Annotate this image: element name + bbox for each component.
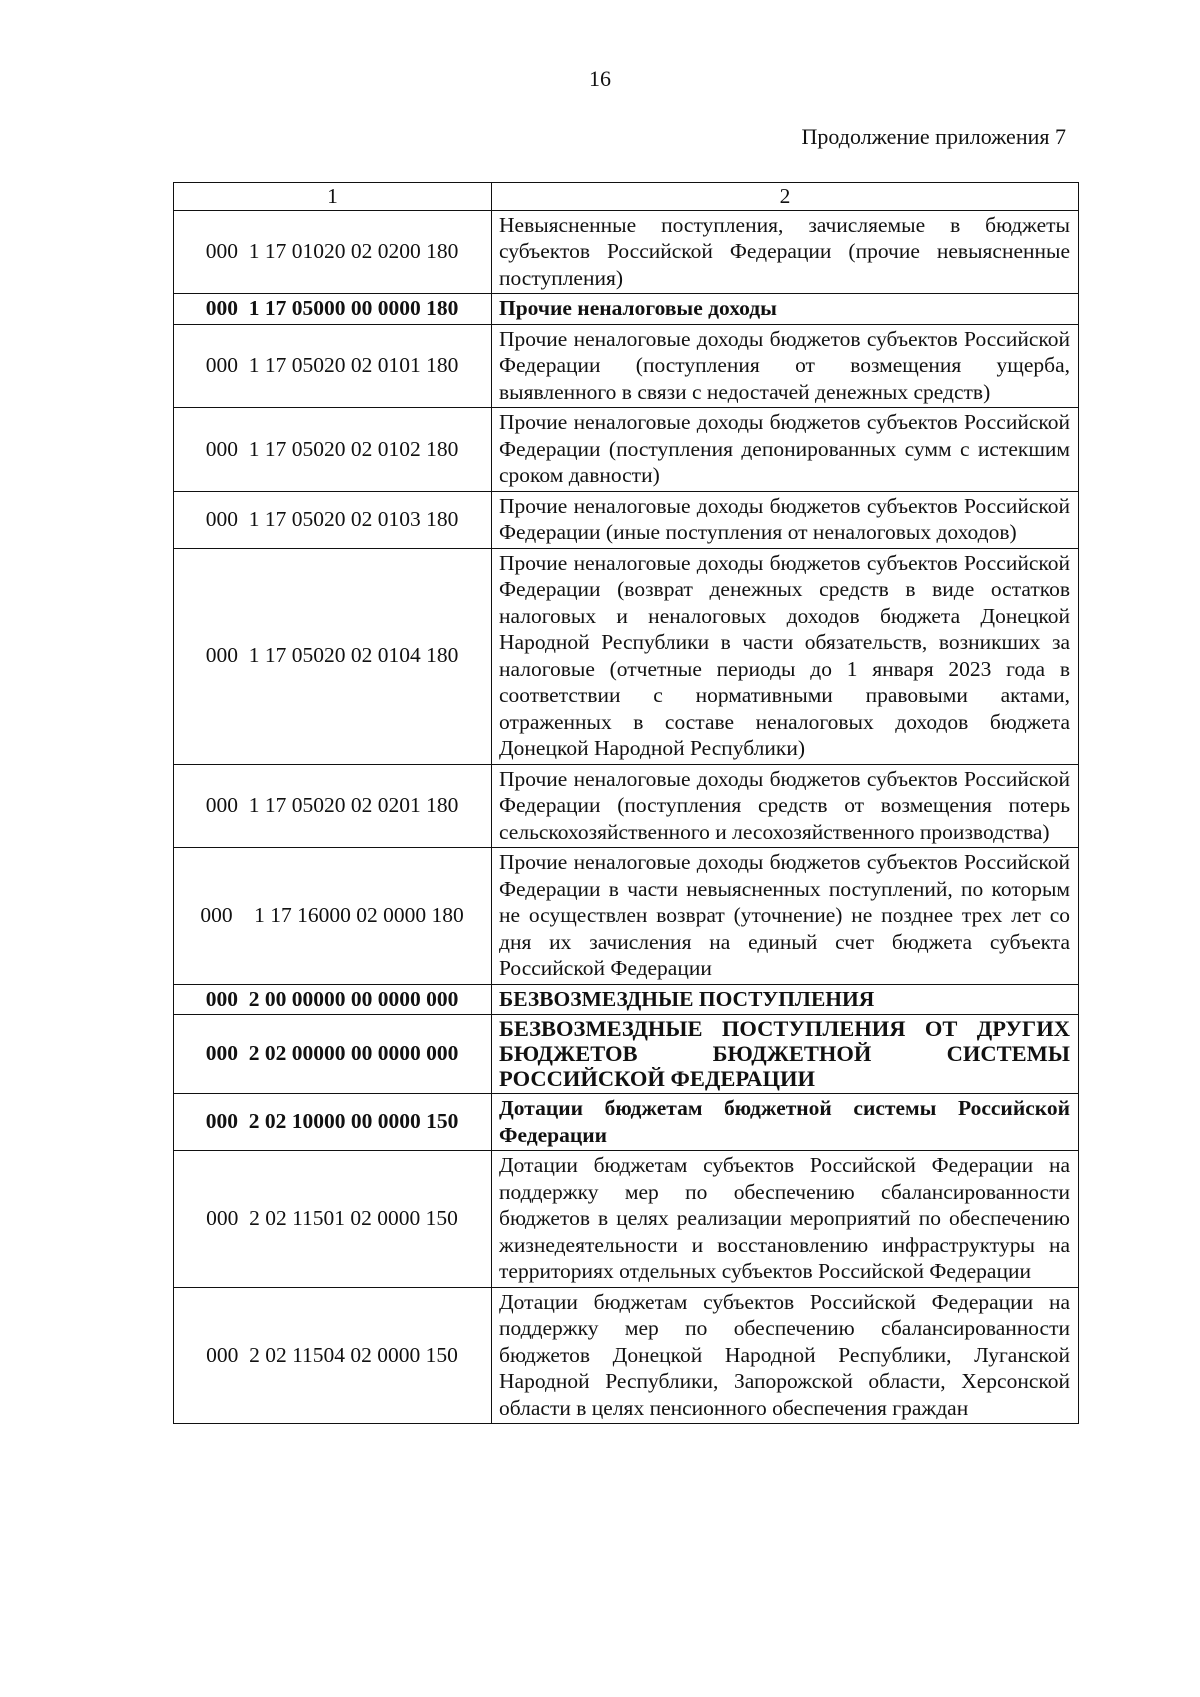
table-row	[174, 548, 1079, 764]
table-row	[174, 764, 1079, 848]
description-cell: Прочие неналоговые доходы	[492, 294, 1079, 325]
table-row	[174, 324, 1079, 408]
description-cell: Прочие неналоговые доходы бюджетов субъектов Российской Федерации в части невыясненных поступлений, по которым не осуществлен возврат (уточнение) не позднее трех лет со дня их зачисления на единый счет бюджета субъекта Российской Федерации	[492, 848, 1079, 985]
budget-code-cell: 000 2 00 00000 00 0000 000	[174, 984, 492, 1015]
budget-code-cell: 000 1 17 05020 02 0201 180	[174, 764, 492, 848]
description-cell: Дотации бюджетам субъектов Российской Федерации на поддержку мер по обеспечению сбалансированности бюджетов в целях реализации мероприятий по обеспечению жизнедеятельности и восстановлению инфраструктуры на территориях отдельных субъектов Российской Федерации	[492, 1151, 1079, 1288]
budget-classification-table	[173, 182, 1079, 1424]
budget-code-cell: 000 1 17 16000 02 0000 180	[174, 848, 492, 985]
table-row	[174, 294, 1079, 325]
budget-code-cell: 000 1 17 05020 02 0104 180	[174, 548, 492, 764]
continuation-label: Продолжение приложения 7	[801, 124, 1066, 149]
description-cell: Прочие неналоговые доходы бюджетов субъектов Российской Федерации (поступления средств от возмещения потерь сельскохозяйственного и лесохозяйственного производства)	[492, 764, 1079, 848]
table-row	[174, 1094, 1079, 1151]
budget-code-cell: 000 1 17 05020 02 0103 180	[174, 491, 492, 548]
table-header-row	[174, 183, 1079, 211]
description-cell: Дотации бюджетам бюджетной системы Российской Федерации	[492, 1094, 1079, 1151]
table-row	[174, 848, 1079, 985]
description-cell: Прочие неналоговые доходы бюджетов субъектов Российской Федерации (поступления депонированных сумм с истекшим сроком давности)	[492, 408, 1079, 492]
column-header-code: 1	[174, 183, 492, 211]
table-row	[174, 210, 1079, 294]
column-header-description: 2	[492, 183, 1079, 211]
budget-code-cell: 000 1 17 05020 02 0101 180	[174, 324, 492, 408]
description-cell: БЕЗВОЗМЕЗДНЫЕ ПОСТУПЛЕНИЯ ОТ ДРУГИХ БЮДЖЕТОВ БЮДЖЕТНОЙ СИСТЕМЫ РОССИЙСКОЙ ФЕДЕРАЦИИ	[492, 1015, 1079, 1094]
table-row	[174, 408, 1079, 492]
description-cell: Невыясненные поступления, зачисляемые в бюджеты субъектов Российской Федерации (прочие невыясненные поступления)	[492, 210, 1079, 294]
description-cell: Дотации бюджетам субъектов Российской Федерации на поддержку мер по обеспечению сбалансированности бюджетов Донецкой Народной Республики, Луганской Народной Республики, Запорожской области, Херсонской области в целях пенсионного обеспечения граждан	[492, 1287, 1079, 1424]
budget-code-cell: 000 2 02 11504 02 0000 150	[174, 1287, 492, 1424]
table-row	[174, 1287, 1079, 1424]
description-cell: БЕЗВОЗМЕЗДНЫЕ ПОСТУПЛЕНИЯ	[492, 984, 1079, 1015]
budget-code-cell: 000 2 02 10000 00 0000 150	[174, 1094, 492, 1151]
budget-code-cell: 000 1 17 05020 02 0102 180	[174, 408, 492, 492]
page-number: 16	[589, 66, 611, 91]
budget-code-cell: 000 1 17 05000 00 0000 180	[174, 294, 492, 325]
budget-code-cell: 000 1 17 01020 02 0200 180	[174, 210, 492, 294]
table-row	[174, 491, 1079, 548]
table-row	[174, 984, 1079, 1015]
description-cell: Прочие неналоговые доходы бюджетов субъектов Российской Федерации (иные поступления от неналоговых доходов)	[492, 491, 1079, 548]
budget-code-cell: 000 2 02 00000 00 0000 000	[174, 1015, 492, 1094]
table-row	[174, 1015, 1079, 1094]
description-cell: Прочие неналоговые доходы бюджетов субъектов Российской Федерации (поступления от возмещения ущерба, выявленного в связи с недостачей денежных средств)	[492, 324, 1079, 408]
table-row	[174, 1151, 1079, 1288]
budget-code-cell: 000 2 02 11501 02 0000 150	[174, 1151, 492, 1288]
description-cell: Прочие неналоговые доходы бюджетов субъектов Российской Федерации (возврат денежных средств в виде остатков налоговых и неналоговых доходов бюджета Донецкой Народной Республики в части обязательств, возникших за налоговые (отчетные периоды до 1 января 2023 года в соответствии с нормативными правовыми актами, отраженных в составе неналоговых доходов бюджета Донецкой Народной Республики)	[492, 548, 1079, 764]
